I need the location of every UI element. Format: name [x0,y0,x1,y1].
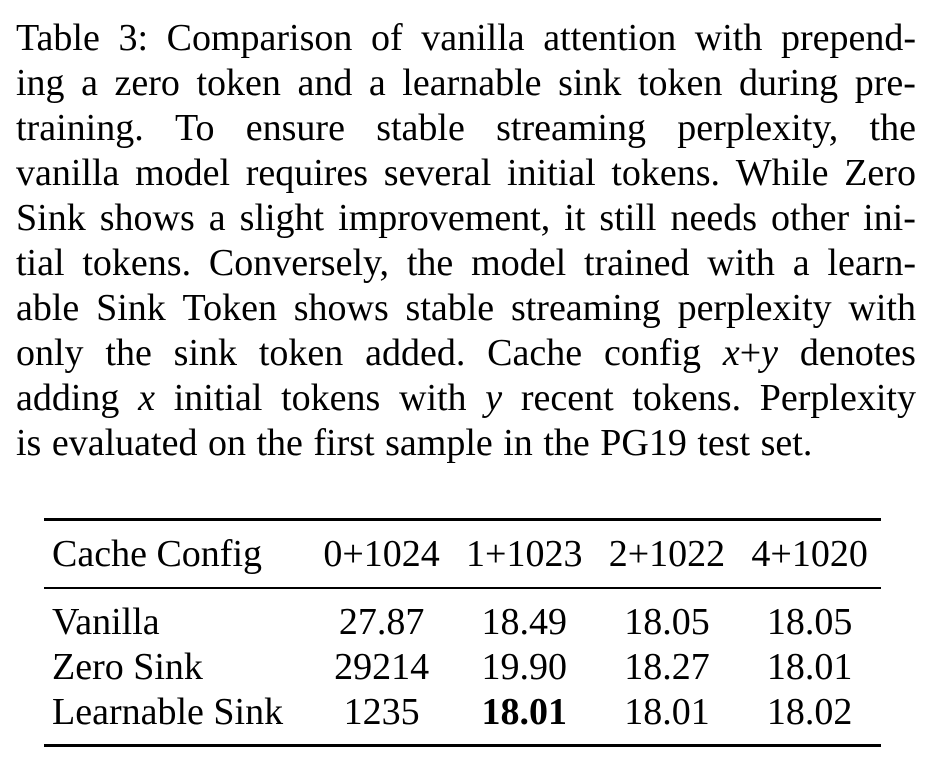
caption-word: only [16,332,84,374]
caption-word: improvement, [338,197,551,239]
caption-word: the [543,422,590,464]
caption-line [16,241,916,286]
results-table [44,518,881,747]
caption-word: with [694,17,763,59]
caption-word: stable [376,107,465,149]
caption-word: Sink [96,287,166,329]
caption-word: Zero [844,152,916,194]
caption-word: Perplexity [759,377,916,419]
caption-word: tokens. [611,152,721,194]
column-header-1-1023: 1+1023 [466,533,583,575]
caption-word: the [105,332,152,374]
table-caption [16,16,916,466]
caption-word: added. [365,332,466,374]
caption-word: initial [173,377,263,419]
caption-word: model [471,242,567,284]
caption-line [16,61,916,106]
caption-word: on [207,422,246,464]
caption-line [16,16,916,61]
caption-word: stable [405,287,495,329]
table-cell: 18.05 [624,600,710,643]
caption-word: sample [385,422,493,464]
table-row-vanilla [44,588,881,644]
caption-word: requires [245,152,369,194]
caption-word: tokens [281,377,381,419]
caption-word: ing [16,62,65,104]
caption-word: the [869,107,916,149]
caption-line [16,151,916,196]
caption-word: evaluated [51,422,198,464]
caption-word: token [637,62,723,104]
table-cell: 18.01 [624,690,710,733]
caption-word: Conversely, [208,242,390,284]
caption-word: a [792,242,810,284]
caption-word: x [138,377,156,419]
caption-word: perplexity, [677,107,839,149]
caption-word: tokens. [632,377,742,419]
caption-word: tokens. [82,242,192,284]
caption-word: slight [239,197,325,239]
column-header-cache-config: Cache Config [52,533,263,575]
caption-word: other [771,197,850,239]
caption-word: needs [670,197,757,239]
table-row-zero-sink [44,644,881,689]
caption-word: Comparison [166,17,353,59]
caption-word: y [485,377,503,419]
caption-word: denotes [799,332,916,374]
table-cell: 19.90 [481,645,567,688]
table-cell: 29214 [334,645,430,688]
caption-word: in [503,422,533,464]
caption-word: learn- [827,242,916,284]
caption-word: the [406,242,454,284]
caption-word: zero [114,62,180,104]
caption-word: shows [293,287,389,329]
caption-word: While [735,152,829,194]
caption-word: sink [558,62,622,104]
table-cell: 18.49 [481,600,567,643]
caption-word: token [258,332,344,374]
caption-word: sink [173,332,238,374]
table-cell: 27.87 [338,600,425,643]
caption-word: the [256,422,303,464]
caption-word: streaming [510,287,661,329]
caption-word: x+y [722,332,779,374]
caption-word: is [16,422,42,464]
row-label: Learnable Sink [52,690,284,733]
table-cell: 18.27 [624,645,710,688]
caption-word: set. [760,422,813,464]
caption-word: able [16,287,80,329]
caption-word: pre- [854,62,916,104]
caption-line [16,376,916,421]
table-cell: 18.05 [766,600,853,643]
caption-line [16,106,916,151]
caption-word: perplexity [677,287,832,329]
caption-line [16,196,916,241]
caption-word: during [738,62,839,104]
caption-word: ini- [863,197,916,239]
table-cell-best: 18.01 [481,690,567,733]
caption-word: first [313,422,375,464]
caption-word: adding [16,377,120,419]
caption-word: still [599,197,657,239]
caption-word: initial [507,152,596,194]
row-label: Vanilla [52,600,160,643]
caption-word: it [564,197,586,239]
caption-word: Sink [16,197,86,239]
caption-word: training. [16,107,144,149]
caption-word: PG19 [600,422,687,464]
caption-word: with [848,287,916,329]
caption-line [16,421,916,466]
caption-word: Token [182,287,277,329]
caption-word: recent [520,377,614,419]
table-row-learnable-sink [44,689,881,746]
table-cell: 18.02 [766,690,853,733]
caption-word: with [707,242,775,284]
caption-word: streaming [496,107,646,149]
caption-word: a [208,197,226,239]
column-header-0-1024: 0+1024 [323,533,440,575]
caption-word: ensure [245,107,345,149]
caption-word: trained [583,242,690,284]
caption-word: shows [99,197,195,239]
caption-word: learnable [402,62,542,104]
caption-word: vanilla [421,17,525,59]
table-cell: 18.01 [766,645,853,688]
caption-word: a [368,62,386,104]
caption-word: vanilla [16,152,120,194]
caption-word: Table [16,17,100,59]
caption-word: of [370,17,403,59]
caption-word: test [697,422,751,464]
table-header-row [44,520,881,589]
caption-word: a [81,62,98,104]
column-header-2-1022: 2+1022 [608,533,726,575]
caption-word: and [297,62,353,104]
caption-word: model [135,152,231,194]
caption-word: To [174,107,215,149]
caption-word: config [603,332,702,374]
caption-word: with [399,377,467,419]
caption-line [16,286,916,331]
caption-word: 3: [118,17,149,59]
caption-word: token [196,62,281,104]
column-header-4-1020: 4+1020 [751,533,868,575]
caption-word: prepend- [780,17,916,59]
caption-word: Cache [487,332,583,374]
caption-word: attention [543,17,677,59]
caption-word: tial [16,242,65,284]
caption-line [16,331,916,376]
row-label: Zero Sink [52,645,203,688]
table-cell: 1235 [343,690,420,733]
caption-word: several [383,152,492,194]
